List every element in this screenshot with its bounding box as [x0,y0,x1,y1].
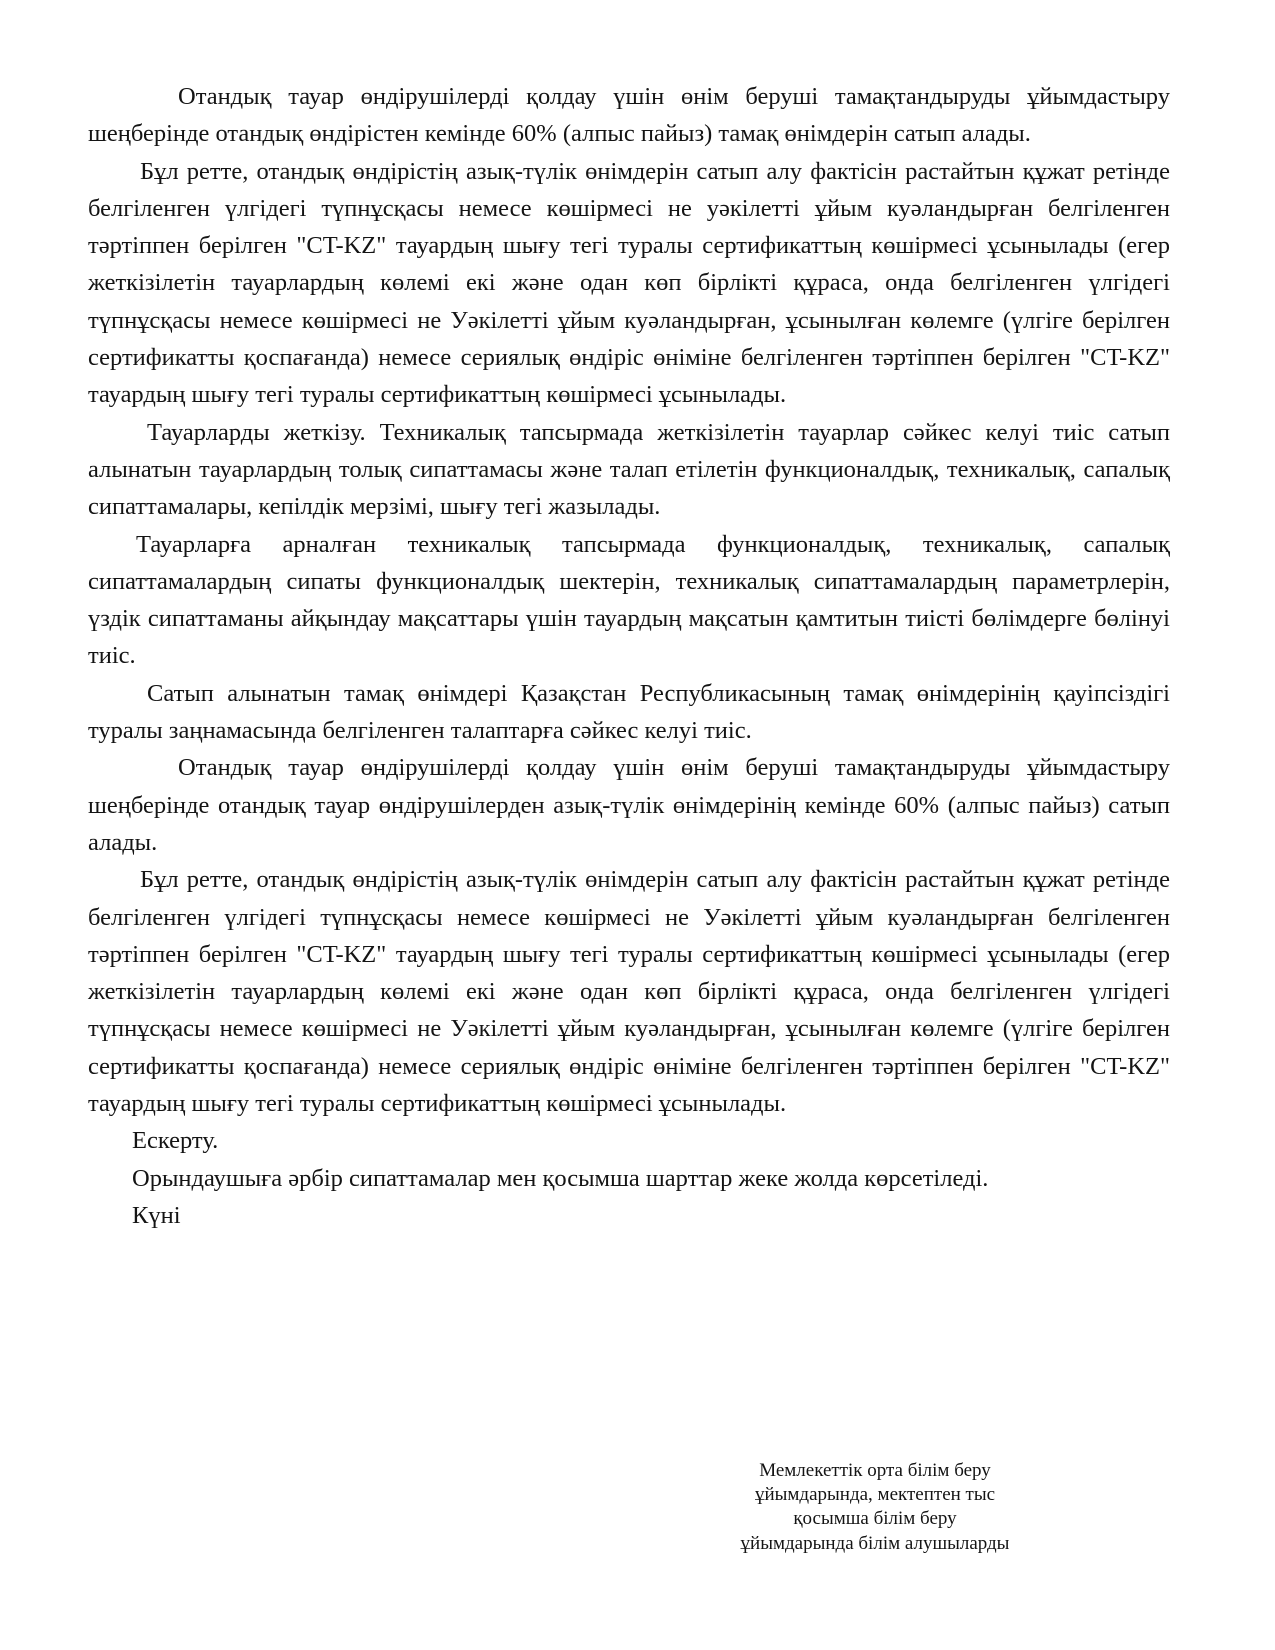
paragraph-food-safety: Сатып алынатын тамақ өнімдері Қазақстан Республикасының тамақ өнімдерінің қауіпсіздігі туралы заңнамасында белгіленген талаптарға сәйкес келуі тиіс. [88,679,1170,745]
annex-caption [680,1459,1070,1556]
paragraph-goods-delivery: Тауарларды жеткізу. Техникалық тапсырмада жеткізілетін тауарлар сәйкес келуі тиіс сатып алынатын тауарлардың толық сипаттамасы және талап етілетін функционалдық, техникалық, сапалық сипаттамалары, кепілдік мерзімі, шығу тегі жазылады. [88,418,1170,521]
note-text: Орындаушыға әрбір сипаттамалар мен қосымша шарттар жеке жолда көрсетіледі. [132,1164,989,1192]
note-heading: Ескерту. [132,1127,219,1155]
annex-caption-line: ұйымдарында білім алушыларды [740,1532,1010,1554]
date-label: Күні [132,1201,181,1229]
annex-caption-line: ұйымдарында, мектептен тыс [754,1484,996,1506]
paragraph-domestic-support-repeat: Отандық тауар өндірушілерді қолдау үшін өнім беруші тамақтандыруды ұйымдастыру шеңберінде отандық тауар өндірушілерден азық-түлік өнімдерінің кемінде 60% (алпыс пайыз) сатып алады. [88,754,1170,856]
annex-caption-line: қосымша білім беру [793,1508,957,1530]
paragraph-ct-kz-certificate: Бұл ретте, отандық өндірістің азық-түлік өнімдерін сатып алу фактісін растайтын құжат ретінде белгіленген үлгідегі түпнұсқасы немесе көшірмесі не уәкілетті ұйым куәландырған белгіленген тәртіппен берілген "CT-KZ" тауардың шығу тегі туралы сертификаттың көшірмесі ұсынылады (егер жеткізілетін тауарлардың көлемі екі және одан көп бірлікті құраса, онда белгіленген үлгідегі түпнұсқасы немесе көшірмесі не Уәкілетті ұйым куәландырған, ұсынылған көлемге (үлгіге берілген сертификатты қоспағанда) немесе сериялық өндіріс өніміне белгіленген тәртіппен берілген "CT-KZ" тауардың шығу тегі туралы сертификаттың көшірмесі ұсынылады. [88,157,1170,409]
paragraph-technical-specification: Тауарларға арналған техникалық тапсырмада функционалдық, техникалық, сапалық сипаттамалардың сипаты функционалдық шектерін, техникалық сипаттамалардың параметрлерін, үздік сипаттаманы айқындау мақсаттары үшін тауардың мақсатын қамтитын тиісті бөлімдерге бөлінуі тиіс. [88,530,1170,670]
document-body [88,78,1170,1234]
annex-caption-line: Мемлекеттік орта білім беру [759,1460,991,1481]
paragraph-domestic-support: Отандық тауар өндірушілерді қолдау үшін өнім беруші тамақтандыруды ұйымдастыру шеңберінде отандық өндірістен кемінде 60% (алпыс пайыз) тамақ өнімдерін сатып алады. [88,83,1170,148]
paragraph-ct-kz-certificate-repeat: Бұл ретте, отандық өндірістің азық-түлік өнімдерін сатып алу фактісін растайтын құжат ретінде белгіленген үлгідегі түпнұсқасы немесе көшірмесі не Уәкілетті ұйым куәландырған белгіленген тәртіппен берілген "CT-KZ" тауардың шығу тегі туралы сертификаттың көшірмесі ұсынылады (егер жеткізілетін тауарлардың көлемі екі және одан көп бірлікті құраса, онда белгіленген үлгідегі түпнұсқасы немесе көшірмесі не Уәкілетті ұйым куәландырған, ұсынылған көлемге (үлгіге берілген сертификатты қоспағанда) немесе сериялық өндіріс өніміне белгіленген тәртіппен берілген "CT-KZ" тауардың шығу тегі туралы сертификаттың көшірмесі ұсынылады. [88,866,1170,1118]
